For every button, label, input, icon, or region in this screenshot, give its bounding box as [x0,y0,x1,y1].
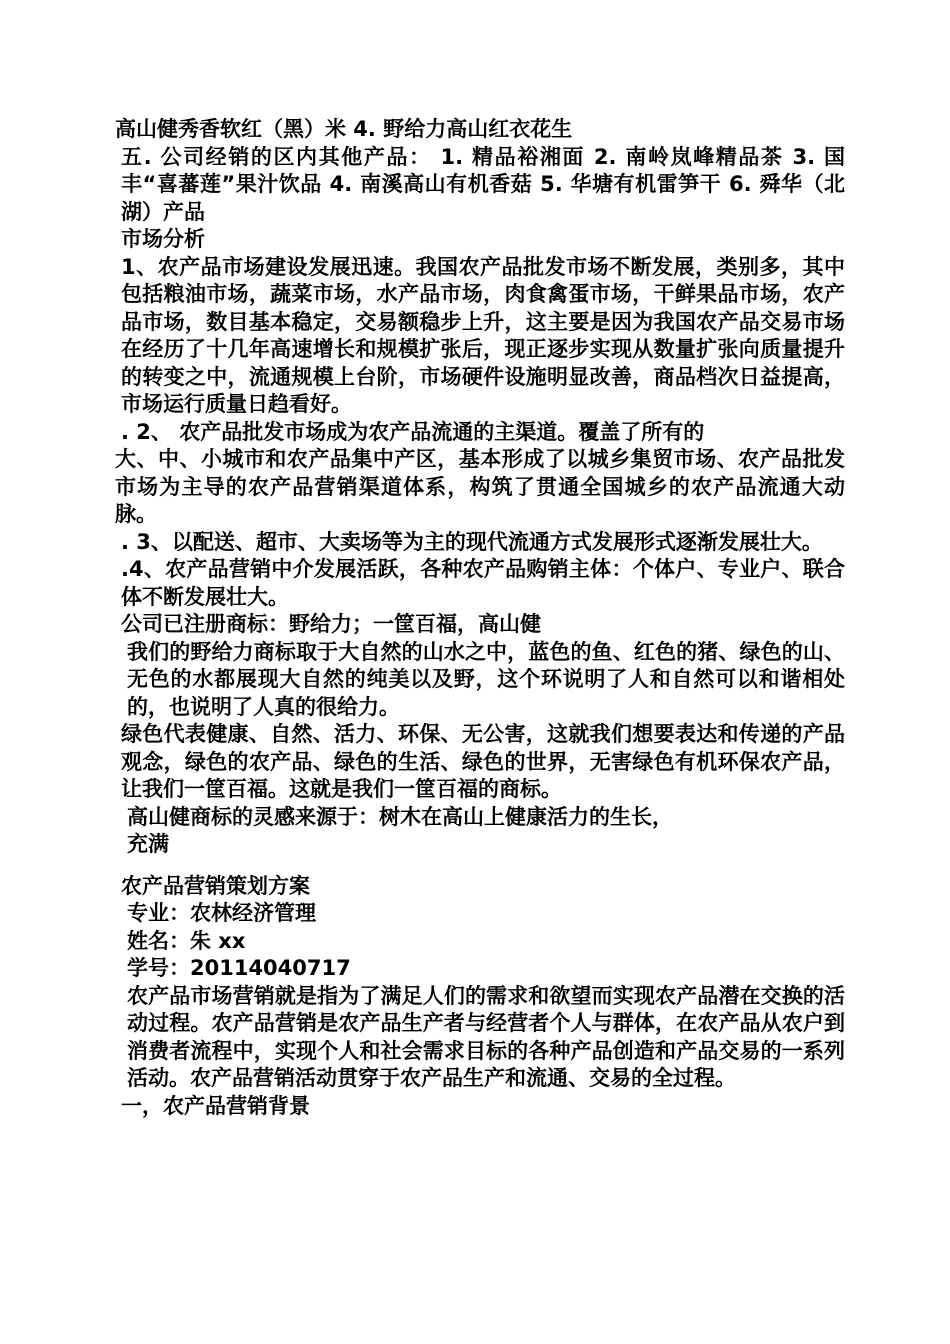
plan-title: 农产品营销策划方案 [121,873,310,898]
product-line: 高山健秀香软红（黑）米 4. 野给力高山红衣花生 [115,117,573,141]
major-line: 专业：农林经济管理 [127,901,316,925]
market-point-4: .4、农产品营销中介发展活跃，各种农产品购销主体：个体户、专业户、联合体不断发展壮大。 [121,557,845,609]
document-page [115,116,845,1120]
market-point-3: . 3、以配送、超市、大卖场等为主的现代流通方式发展形式逐渐发展壮大。 [121,529,823,554]
other-products-paragraph: 五. 公司经销的区内其他产品： 1. 精品裕湘面 2. 南岭岚峰精品茶 3. 国丰“喜蕃莲”果汁饮品 4. 南溪高山有机香菇 5. 华塘有机雷笋干 6. 舜华（北湖）产品 [121,144,845,224]
trademark-desc-3: 高山健商标的灵感来源于：树木在高山上健康活力的生长， [127,804,673,829]
trademark-desc-4: 充满 [127,832,169,856]
name-line: 姓名：朱 xx [127,928,246,953]
intro-paragraph: 农产品市场营销就是指为了满足人们的需求和欲望而实现农产品潜在交换的活动过程。农产品营销是农产品生产者与经营者个人与群体，在农产品从农户到消费者流程中，实现个人和社会需求目标的各种产品创造和产品交易的一系列活动。农产品营销活动贯穿于农产品生产和流通、交易的全过程。 [127,983,845,1090]
background-title: 一，农产品营销背景 [121,1093,310,1118]
market-point-2-rest: 大、中、小城市和农产品集中产区，基本形成了以城乡集贸市场、农产品批发市场为主导的农产品营销渠道体系，构筑了贯通全国城乡的农产品流通大动脉。 [115,447,845,526]
market-point-1: 1、农产品市场建设发展迅速。我国农产品批发市场不断发展，类别多，其中包括粮油市场，蔬菜市场，水产品市场，肉食禽蛋市场，干鲜果品市场，农产品市场，数目基本稳定，交易额稳步上升，这主要是因为我国农产品交易市场在经历了十几年高速增长和规模扩张后，现正逐步实现从数量扩张向质量提升的转变之中，流通规模上台阶，市场硬件设施明显改善，商品档次日益提高，市场运行质量日趋看好。 [121,254,845,416]
trademark-desc-2: 绿色代表健康、自然、活力、环保、无公害，这就我们想要表达和传递的产品观念，绿色的农产品、绿色的生活、绿色的世界，无害绿色有机环保农产品，让我们一筐百福。这就是我们一筐百福的商标。 [121,722,845,801]
student-id-line: 学号：20114040717 [127,956,351,980]
trademark-desc-1: 我们的野给力商标取于大自然的山水之中，蓝色的鱼、红色的猪、绿色的山、无色的水都展现大自然的纯美以及野，这个环说明了人和自然可以和谐相处的，也说明了人真的很给力。 [127,639,845,719]
market-analysis-title: 市场分析 [121,227,205,251]
market-point-2-start: . 2、 农产品批发市场成为农产品流通的主渠道。覆盖了所有的 [121,419,705,444]
trademark-line: 公司已注册商标：野给力；一筐百福，高山健 [121,612,541,636]
